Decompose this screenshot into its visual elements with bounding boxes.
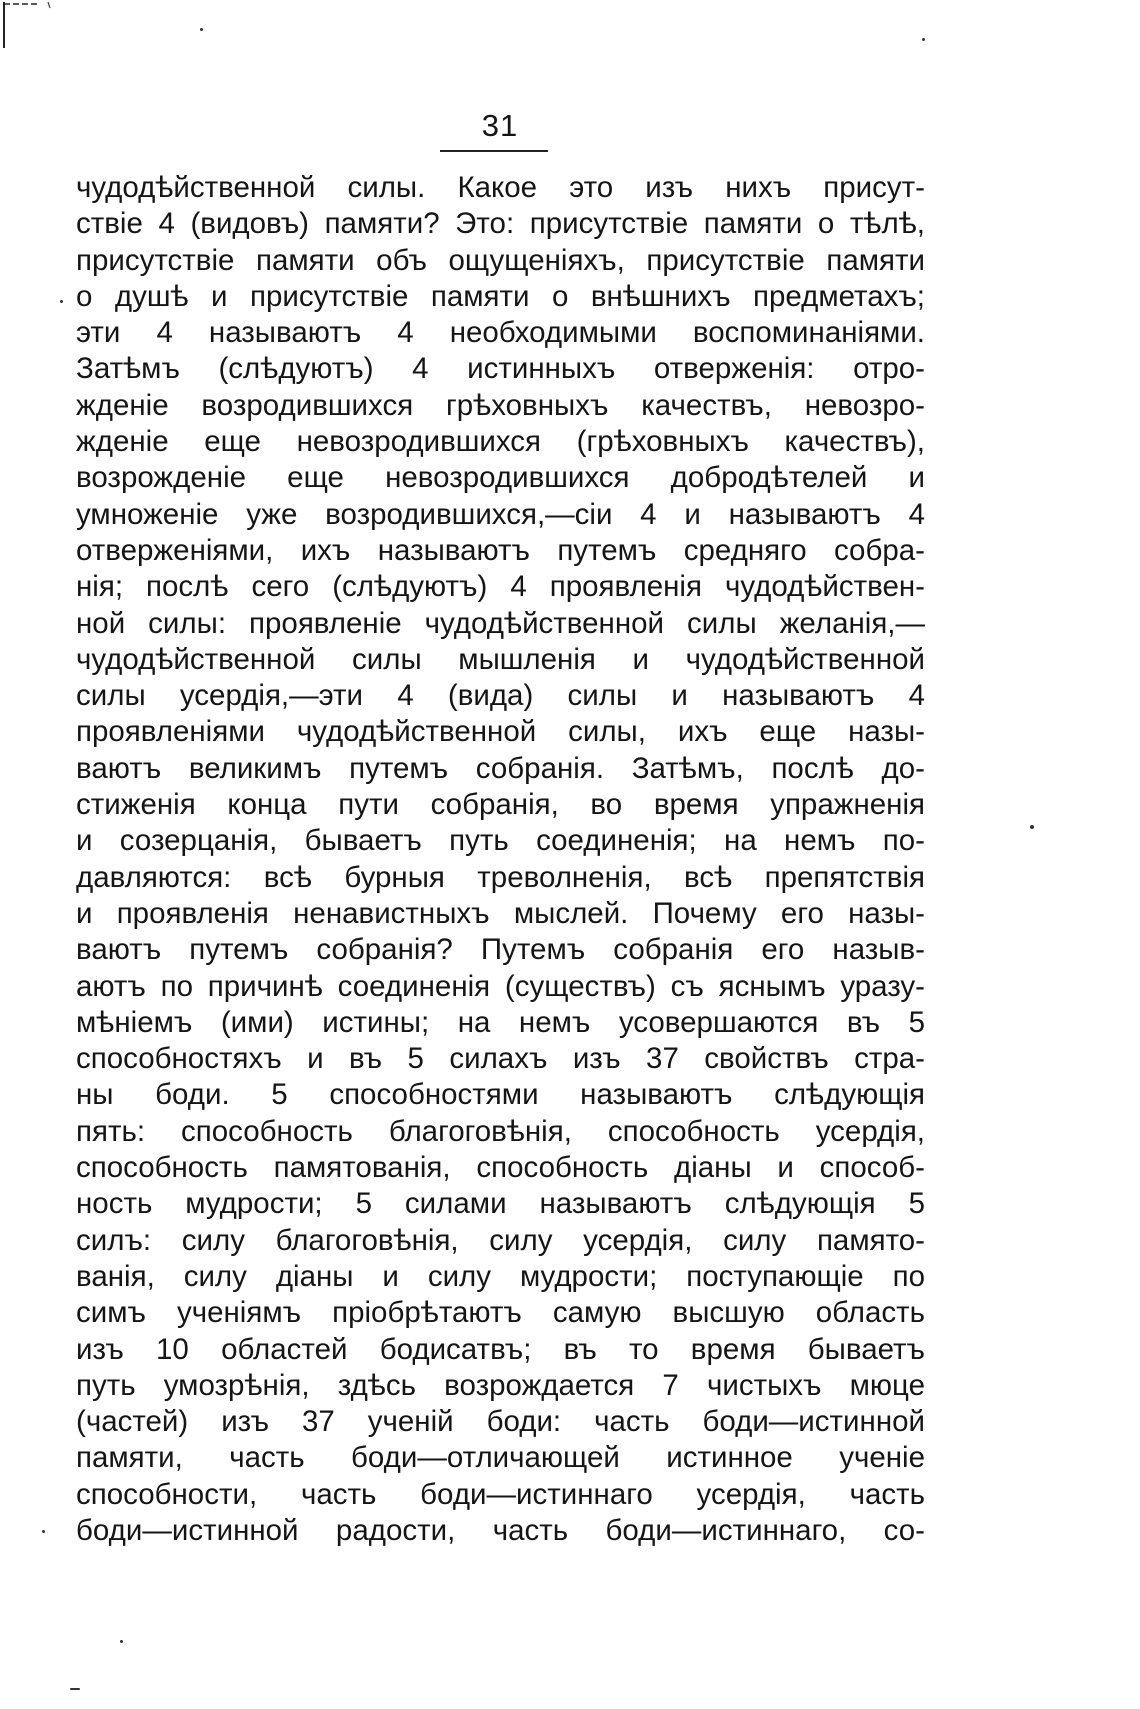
text-line: симъ ученіямъ пріобрѣтаютъ самую высшую область (76, 1296, 925, 1330)
text-line: ванія, силу діаны и силу мудрости; поступающіе по (76, 1259, 925, 1293)
text-line: (частей) изъ 37 ученій боди: часть боди—истинной (76, 1405, 925, 1439)
text-line: ствіе 4 (видовъ) памяти? Это: присутствіе памяти о тѣлѣ, (76, 207, 925, 241)
text-line: жденіе возродившихся грѣховныхъ качествъ, невозро- (76, 388, 925, 422)
text-line: отверженіями, ихъ называютъ путемъ средняго собра- (76, 533, 925, 567)
text-line: проявленіями чудодѣйственной силы, ихъ еще назы- (76, 715, 925, 749)
text-line: жденіе еще невозродившихся (грѣховныхъ качествъ), (76, 425, 925, 459)
text-line: аютъ по причинѣ соединенія (существъ) съ яснымъ уразу- (76, 969, 925, 1003)
text-line: способностяхъ и въ 5 силахъ изъ 37 свойствъ стра- (76, 1042, 925, 1076)
scan-speck (1030, 825, 1034, 829)
text-line: умноженіе уже возродившихся,—сіи 4 и называютъ 4 (76, 497, 925, 531)
scan-speck (70, 1688, 80, 1690)
body-text (76, 170, 925, 1549)
scan-speck (60, 300, 63, 303)
text-line: силъ: силу благоговѣнія, силу усердія, силу памято- (76, 1223, 925, 1257)
scan-corner-mark (0, 0, 60, 50)
text-line: боди—истинной радости, часть боди—истиннаго, со- (76, 1513, 925, 1547)
text-line: стиженія конца пути собранія, во время упражненія (76, 788, 925, 822)
text-line: о душѣ и присутствіе памяти о внѣшнихъ предметахъ; (76, 279, 925, 313)
text-line: силы усердія,—эти 4 (вида) силы и называютъ 4 (76, 679, 925, 713)
text-line: ность мудрости; 5 силами называютъ слѣдующія 5 (76, 1187, 925, 1221)
text-line: ваютъ путемъ собранія? Путемъ собранія его назыв- (76, 933, 925, 967)
text-line: способность памятованія, способность діаны и способ- (76, 1151, 925, 1185)
text-line: ной силы: проявленіе чудодѣйственной силы желанія,— (76, 606, 925, 640)
text-line: путь умозрѣнія, здѣсь возрождается 7 чистыхъ мюце (76, 1368, 925, 1402)
text-line: мѣніемъ (ими) истины; на немъ усовершаются въ 5 (76, 1005, 925, 1039)
text-line: памяти, часть боди—отличающей истинное ученіе (76, 1441, 925, 1475)
page-number-rule (440, 150, 548, 152)
text-line: и проявленія ненавистныхъ мыслей. Почему его назы- (76, 896, 925, 930)
text-line: возрожденіе еще невозродившихся добродѣтелей и (76, 461, 925, 495)
scan-speck (922, 38, 925, 41)
text-line: Затѣмъ (слѣдуютъ) 4 истинныхъ отверженія: отро- (76, 352, 925, 386)
scan-speck (120, 1640, 123, 1643)
text-line: нія; послѣ сего (слѣдуютъ) 4 проявленія чудодѣйствен- (76, 570, 925, 604)
text-line: чудодѣйственной силы мышленія и чудодѣйственной (76, 642, 925, 676)
text-line: присутствіе памяти объ ощущеніяхъ, присутствіе памяти (76, 243, 925, 277)
text-line: изъ 10 областей бодисатвъ; въ то время бываетъ (76, 1332, 925, 1366)
page-number: 31 (481, 108, 519, 143)
text-line: ны боди. 5 способностями называютъ слѣдующія (76, 1078, 925, 1112)
scan-speck (42, 1530, 45, 1533)
text-line: давляются: всѣ бурныя треволненія, всѣ препятствія (76, 860, 925, 894)
text-line: пять: способность благоговѣнія, способность усердія, (76, 1114, 925, 1148)
text-line: ваютъ великимъ путемъ собранія. Затѣмъ, послѣ до- (76, 751, 925, 785)
text-line: эти 4 называютъ 4 необходимыми воспоминаніями. (76, 316, 925, 350)
text-line: чудодѣйственной силы. Какое это изъ нихъ присут- (76, 171, 925, 204)
text-line: и созерцанія, бываетъ путь соединенія; на немъ по- (76, 824, 925, 858)
text-line: способности, часть боди—истиннаго усердія, часть (76, 1477, 925, 1511)
scan-speck (200, 28, 203, 31)
